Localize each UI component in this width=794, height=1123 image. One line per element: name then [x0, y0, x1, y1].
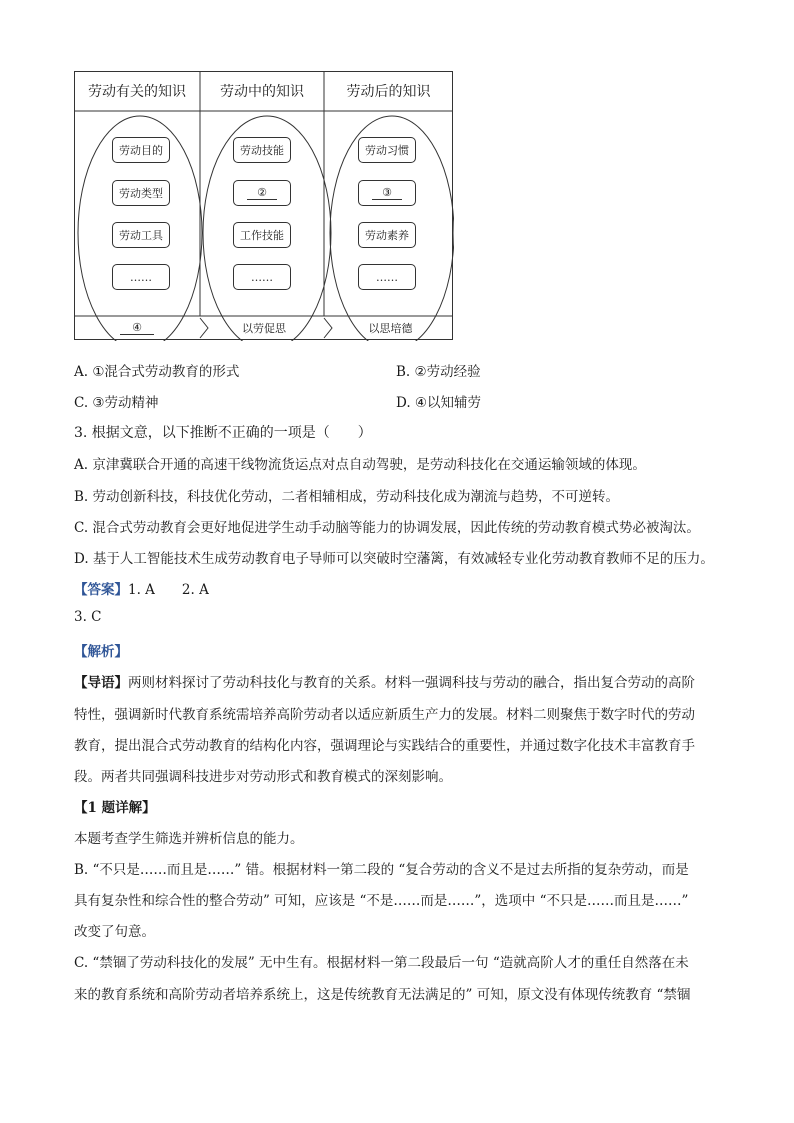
q3-option-c: C. 混合式劳动教育会更好地促进学生动手动脑等能力的协调发展，因此传统的劳动教育模式势必被淘汰。: [74, 520, 700, 536]
footer-blank-4: [74, 316, 200, 340]
analysis-label: 【解析】: [74, 644, 128, 660]
pill-labor-habits: 劳动习惯: [358, 137, 416, 163]
blank-4-label: ④: [120, 322, 154, 335]
guide-line-4: 段。两者共同强调科技进步对劳动形式和教育模式的深刻影响。: [74, 769, 452, 785]
pill-labor-type: 劳动类型: [112, 180, 170, 206]
q3-stem: 3. 根据文意，以下推断不正确的一项是（ ）: [74, 425, 372, 441]
pill-ellipsis-2: ……: [233, 264, 291, 290]
header-during-knowledge: 劳动中的知识: [220, 84, 304, 100]
q2-option-a: A. ①混合式劳动教育的形式: [74, 364, 240, 380]
pill-labor-tools: 劳动工具: [112, 222, 170, 248]
pill-labor-skills: 劳动技能: [233, 137, 291, 163]
guide-line-3: 教育，提出混合式劳动教育的结构化内容，强调理论与实践结合的重要性，并通过数字化技术丰富教育手: [74, 738, 695, 754]
answer-tag: 【答案】: [74, 582, 128, 598]
pill-labor-literacy: 劳动素养: [358, 222, 416, 248]
footer-labor-promotes-thought: 以劳促思: [242, 322, 286, 335]
blank-2-label: ②: [247, 186, 277, 200]
detail-b-line-3: 改变了句意。: [74, 924, 155, 940]
answer-values-2: 3. C: [74, 609, 102, 625]
detail-b-line-1: B. “不只是……而且是……” 错。根据材料一第二段的 “复合劳动的含义不是过去所指的复杂劳动，而是: [74, 862, 689, 878]
labor-knowledge-diagram: [74, 71, 454, 341]
guide-line-1: [74, 671, 695, 691]
guide-tag: 【导语】: [74, 675, 128, 691]
q3-option-d: D. 基于人工智能技术生成劳动教育电子导师可以突破时空藩篱，有效减轻专业化劳动教育教师不足的压力。: [74, 551, 714, 567]
q2-option-b: B. ②劳动经验: [396, 364, 481, 380]
pill-blank-2: [233, 180, 291, 206]
guide-text-1: 两则材料探讨了劳动科技化与教育的关系。材料一强调科技与劳动的融合，指出复合劳动的高阶: [128, 675, 695, 691]
analysis-tag: [74, 640, 128, 660]
diagram-frame: [74, 71, 454, 341]
blank-3-label: ③: [372, 186, 402, 200]
detail-c-line-1: C. “禁锢了劳动科技化的发展” 无中生有。根据材料一第二段最后一句 “造就高阶人才的重任自然落在未: [74, 955, 689, 971]
q3-option-a: A. 京津冀联合开通的高速干线物流货运点对点自动驾驶，是劳动科技化在交通运输领域的体现。: [74, 457, 646, 473]
answer-values-1: 1. A 2. A: [128, 582, 209, 598]
footer-thought-cultivates-virtue: 以思培德: [368, 322, 413, 335]
header-after-knowledge: 劳动后的知识: [346, 84, 431, 100]
q3-option-b: B. 劳动创新科技，科技优化劳动，二者相辅相成，劳动科技化成为潮流与趋势，不可逆转。: [74, 489, 620, 505]
detail-title: 【1 题详解】: [74, 800, 156, 816]
detail-c-line-2: 来的教育系统和高阶劳动者培养系统上，这是传统教育无法满足的” 可知，原文没有体现传统教育 “禁锢: [74, 987, 691, 1003]
pill-labor-purpose: 劳动目的: [112, 137, 170, 163]
pill-blank-3: [358, 180, 416, 206]
header-related-knowledge: 劳动有关的知识: [88, 84, 186, 100]
guide-line-2: 特性，强调新时代教育系统需培养高阶劳动者以适应新质生产力的发展。材料二则聚焦于数字时代的劳动: [74, 707, 695, 723]
pill-work-skills: 工作技能: [233, 222, 291, 248]
detail-intro: 本题考查学生筛选并辨析信息的能力。: [74, 831, 304, 847]
q2-option-c: C. ③劳动精神: [74, 395, 159, 411]
answer-line: [74, 578, 209, 598]
q2-option-d: D. ④以知辅劳: [396, 395, 482, 411]
detail-b-line-2: 具有复杂性和综合性的整合劳动” 可知，应该是 “不是……而是……”，选项中 “不只是……而且是……”: [74, 893, 689, 909]
pill-ellipsis-1: ……: [112, 264, 170, 290]
pill-ellipsis-3: ……: [358, 264, 416, 290]
